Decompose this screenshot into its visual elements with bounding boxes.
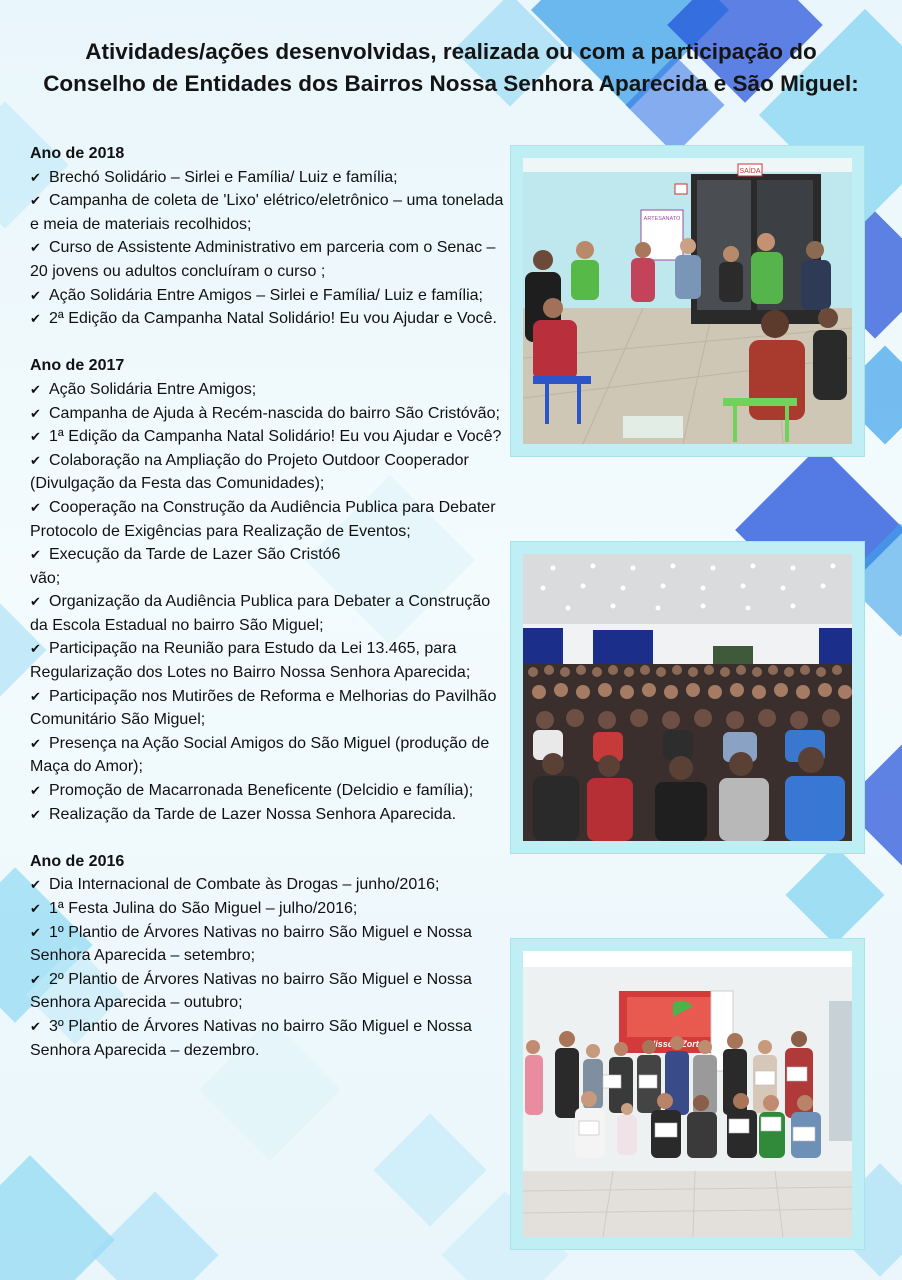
list-item: ✔ Cooperação na Construção da Audiência Publica para Debater Protocolo de Exigências para Realização de Eventos; (30, 496, 510, 543)
list-item: ✔ Ação Solidária Entre Amigos; (30, 378, 510, 402)
section-heading: Ano de 2018 (30, 145, 125, 162)
list-item: ✔ Campanha de coleta de 'Lixo' elétrico/eletrônico – uma tonelada e meia de materiais recolhidos; (30, 189, 510, 236)
check-icon: ✔ (30, 240, 41, 256)
photo-certificates (523, 951, 852, 1237)
list-item: ✔ 2º Plantio de Árvores Nativas no bairro São Miguel e Nossa Senhora Aparecida – outubro; (30, 968, 510, 1015)
check-icon: ✔ (30, 311, 41, 327)
section-2018 (30, 142, 510, 331)
list-item: ✔ Presença na Ação Social Amigos do São Miguel (produção de Maça do Amor); (30, 732, 510, 779)
list-item: ✔ Ação Solidária Entre Amigos – Sirlei e Família/ Luiz e família; (30, 284, 510, 308)
list-item: ✔ Campanha de Ajuda à Recém-nascida do bairro São Cristóvão; (30, 402, 510, 426)
check-icon: ✔ (30, 381, 41, 397)
check-icon: ✔ (30, 688, 41, 704)
list-item: ✔ Organização da Audiência Publica para Debater a Construção da Escola Estadual no bairro São Miguel; (30, 590, 510, 637)
list-item: ✔ Dia Internacional de Combate às Drogas – junho/2016; (30, 873, 510, 897)
check-icon: ✔ (30, 901, 41, 916)
craft-sign-text: ARTESANATO (643, 216, 681, 222)
check-icon: ✔ (30, 547, 41, 563)
check-icon: ✔ (30, 499, 41, 515)
check-icon: ✔ (30, 735, 41, 751)
section-heading: Ano de 2017 (30, 357, 125, 375)
check-icon: ✔ (30, 429, 41, 445)
check-icon: ✔ (30, 594, 41, 610)
photo-audience-frame (511, 542, 864, 853)
page-title (0, 36, 902, 100)
list-item: ✔ Execução da Tarde de Lazer São Cristó6 vão; (30, 543, 510, 590)
audience-hall-image (523, 554, 852, 841)
list-item: ✔ Realização da Tarde de Lazer Nossa Senhora Aparecida. (30, 803, 510, 827)
section-2017 (30, 354, 510, 826)
check-icon: ✔ (30, 1018, 41, 1034)
list-item: ✔ 2ª Edição da Campanha Natal Solidário! Eu vou Ajudar e Você. (30, 307, 510, 331)
list-item: ✔ Colaboração na Ampliação do Projeto Outdoor Cooperador (Divulgação da Festa das Comunidades); (30, 449, 510, 496)
list-item: ✔ Brechó Solidário – Sirlei e Família/ Luiz e família; (30, 166, 510, 190)
list-item: ✔ 1º Plantio de Árvores Nativas no bairro São Miguel e Nossa Senhora Aparecida – setembro; (30, 921, 510, 968)
list-item: ✔ Participação nos Mutirões de Reforma e Melhorias do Pavilhão Comunitário São Miguel; (30, 685, 510, 732)
list-item: ✔ Curso de Assistente Administrativo em parceria com o Senac – 20 jovens ou adultos concluíram o curso ; (30, 236, 510, 283)
banner-name-text: Alisson Zorte (646, 1039, 704, 1049)
list-item: ✔ Promoção de Macarronada Beneficente (Delcidio e família); (30, 779, 510, 803)
check-icon: ✔ (30, 452, 41, 468)
list-item: ✔ 1ª Edição da Campanha Natal Solidário! Eu vou Ajudar e Você? (30, 425, 510, 449)
check-icon: ✔ (30, 877, 41, 893)
list-item: ✔ 3º Plantio de Árvores Nativas no bairro São Miguel e Nossa Senhora Aparecida – dezembro. (30, 1015, 510, 1062)
check-icon: ✔ (30, 169, 41, 185)
photo-meeting-frame (511, 146, 864, 456)
list-item: ✔ Participação na Reunião para Estudo da Lei 13.465, para Regularização dos Lotes no Bairro Nossa Senhora Aparecida; (30, 637, 510, 684)
check-icon: ✔ (30, 783, 41, 799)
section-heading: Ano de 2016 (30, 852, 125, 870)
meeting-room-image (523, 158, 852, 444)
check-icon: ✔ (30, 287, 41, 303)
photo-certificates-frame (511, 939, 864, 1249)
activities-list (30, 142, 510, 1086)
page-title-line-1: Atividades/ações desenvolvidas, realizada ou com a participação do (85, 39, 817, 64)
photo-meeting (523, 158, 852, 444)
page-title-line-2: Conselho de Entidades dos Bairros Nossa Senhora Aparecida e São Miguel: (43, 71, 859, 96)
photo-audience (523, 554, 852, 841)
check-icon: ✔ (30, 405, 41, 421)
check-icon: ✔ (30, 641, 41, 657)
check-icon: ✔ (30, 971, 41, 987)
section-2016 (30, 850, 510, 1062)
check-icon: ✔ (30, 806, 41, 822)
check-icon: ✔ (30, 193, 41, 209)
list-item: ✔ 1ª Festa Julina do São Miguel – julho/2016; (30, 897, 510, 921)
check-icon: ✔ (30, 924, 41, 940)
certificate-group-image (523, 951, 852, 1237)
exit-sign-text: SAÍDA (739, 168, 761, 175)
